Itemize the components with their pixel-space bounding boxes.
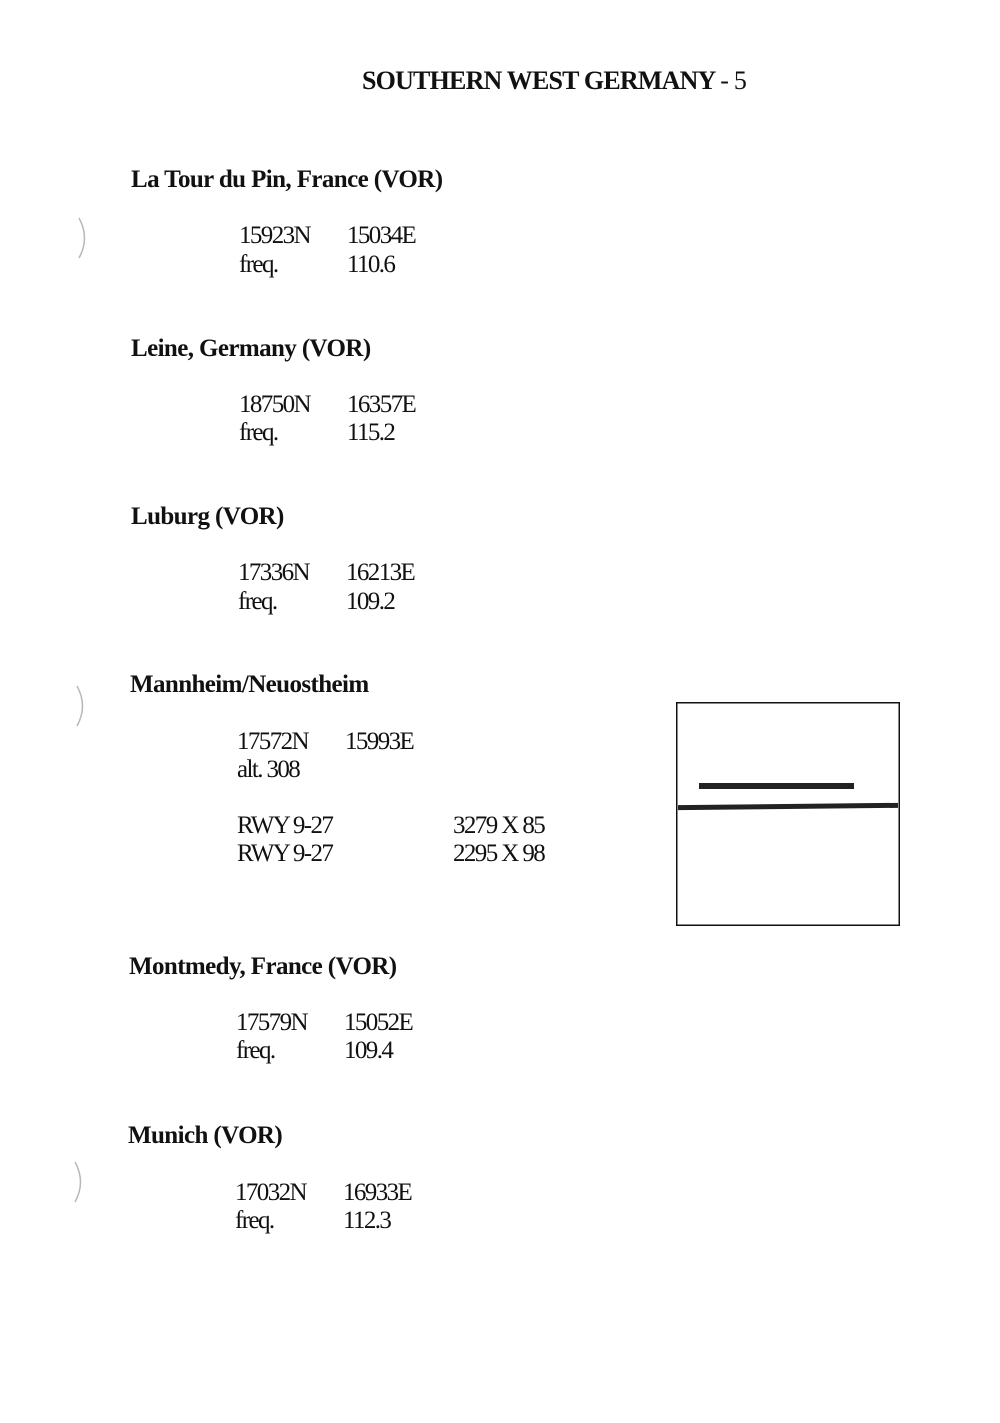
frequency-value: 109.2	[346, 588, 395, 615]
entry-heading: Luburg (VOR)	[131, 503, 284, 530]
binder-hole-mark	[76, 216, 90, 260]
altitude-row	[237, 756, 299, 784]
entry-heading: Leine, Germany (VOR)	[131, 335, 371, 362]
altitude: alt. 308	[237, 756, 300, 783]
runway-label: RWY 9-27	[237, 840, 333, 867]
binder-hole-mark	[72, 1160, 86, 1204]
runway-diagram	[676, 702, 900, 926]
frequency-value: 112.3	[343, 1207, 391, 1234]
longitude: 15052E	[344, 1009, 413, 1036]
coordinates-row	[235, 1179, 412, 1207]
longitude: 15993E	[345, 728, 414, 755]
coordinates-row	[236, 1009, 413, 1037]
entry-heading: Mannheim/Neuostheim	[130, 671, 369, 698]
page-number: 5	[733, 66, 747, 95]
runway-label: RWY 9-27	[237, 812, 333, 839]
coordinates-row	[237, 728, 414, 756]
frequency-value: 110.6	[347, 251, 395, 278]
runway-strip	[699, 783, 854, 789]
runway-dimensions: 3279 X 85	[453, 812, 545, 839]
frequency-value: 109.4	[344, 1037, 393, 1064]
frequency-row	[238, 588, 395, 616]
frequency-row	[239, 419, 395, 447]
frequency-row	[239, 251, 395, 279]
frequency-row	[236, 1037, 393, 1065]
entry-heading: La Tour du Pin, France (VOR)	[131, 166, 443, 193]
latitude: 17579N	[236, 1009, 307, 1036]
frequency-label: freq.	[239, 419, 278, 446]
latitude: 18750N	[239, 391, 310, 418]
page-title-text: SOUTHERN WEST GERMANY	[362, 66, 715, 95]
latitude: 17032N	[235, 1179, 306, 1206]
coordinates-row	[238, 559, 415, 587]
coordinates-row	[239, 391, 416, 419]
frequency-label: freq.	[235, 1207, 274, 1234]
runway-dimensions: 2295 X 98	[453, 840, 545, 867]
frequency-row	[235, 1207, 391, 1235]
latitude: 17336N	[238, 559, 309, 586]
runway-row	[237, 812, 545, 840]
runway-row	[237, 840, 545, 868]
longitude: 16213E	[346, 559, 415, 586]
frequency-label: freq.	[236, 1037, 275, 1064]
entry-heading: Munich (VOR)	[128, 1122, 283, 1149]
page-title	[362, 66, 746, 96]
page-title-separator: -	[720, 66, 729, 95]
latitude: 15923N	[239, 222, 310, 249]
binder-hole-mark	[74, 684, 88, 728]
frequency-label: freq.	[238, 588, 277, 615]
longitude: 16357E	[347, 391, 416, 418]
diagram-frame	[677, 703, 900, 926]
frequency-label: freq.	[239, 251, 278, 278]
frequency-value: 115.2	[347, 419, 395, 446]
longitude: 16933E	[343, 1179, 412, 1206]
latitude: 17572N	[237, 728, 308, 755]
longitude: 15034E	[347, 222, 416, 249]
entry-heading: Montmedy, France (VOR)	[129, 953, 397, 980]
coordinates-row	[239, 222, 416, 250]
